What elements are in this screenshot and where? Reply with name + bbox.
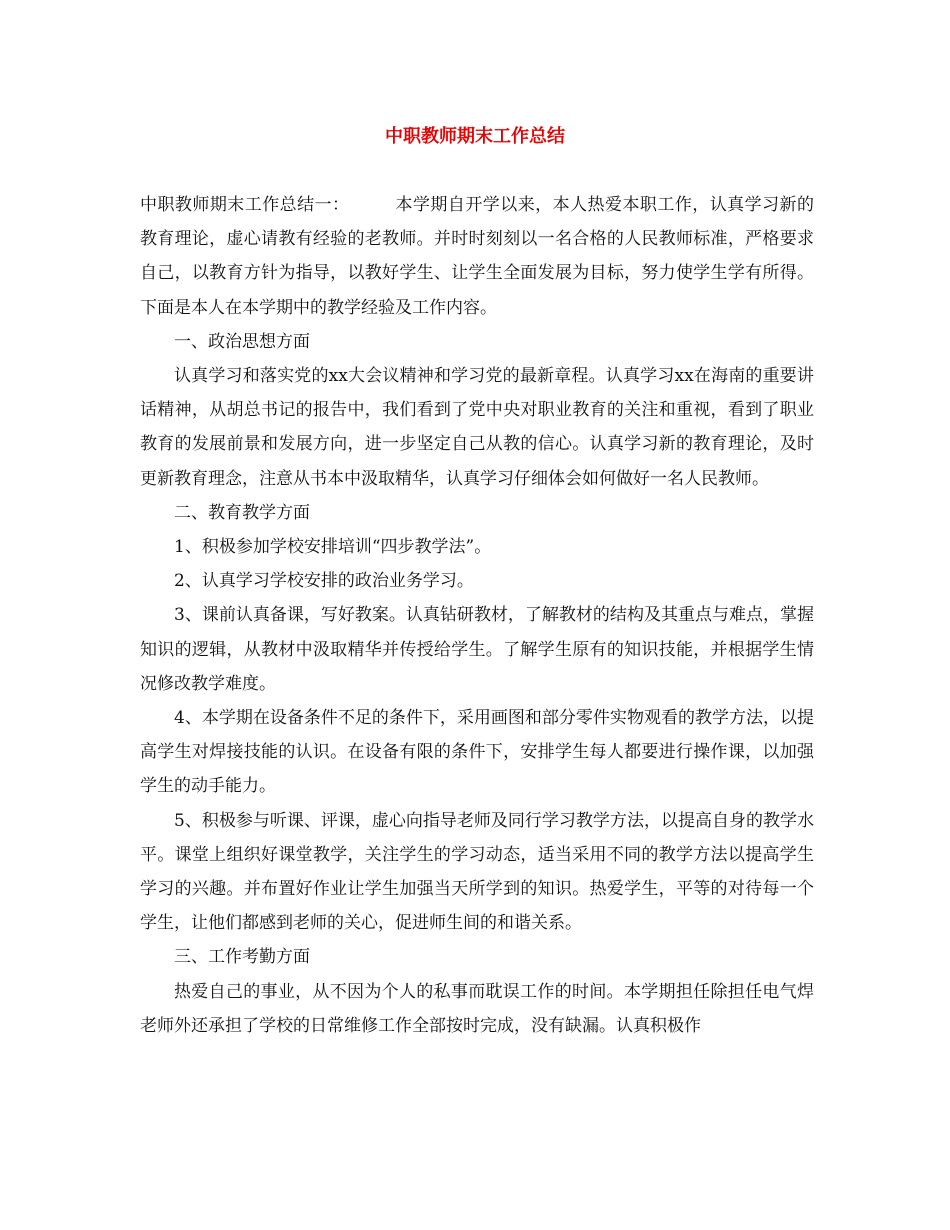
- section-heading-attendance: 三、工作考勤方面: [174, 947, 310, 968]
- section-heading-teaching: 二、教育教学方面: [174, 502, 310, 523]
- list-item: 5、积极参与听课、评课，虚心向指导老师及同行学习教学方法，以提高自身的教学水平。课堂上组织好课堂教学，关注学生的学习动态，适当采用不同的教学方法以提高学生学习的兴趣。并布置好作业让学生加强当天所学到的知识。热爱学生，平等的对待每一个学生，让他们都感到老师的关心，促进师生间的和谐关系。: [140, 810, 814, 934]
- intro-text: 本学期自开学以来，本人热爱本职工作，认真学习新的教育理论，虚心请教有经验的老教师。并时时刻刻以一名合格的人民教师标准，严格要求自己，以教育方针为指导，以教好学生、让学生全面发展为目标，努力使学生学有所得。下面是本人在本学期中的教学经验及工作内容。: [140, 195, 815, 318]
- document-title: 中职教师期末工作总结: [385, 126, 565, 147]
- body-paragraph: 认真学习和落实党的xx大会议精神和学习党的最新章程。认真学习xx在海南的重要讲话精神，从胡总书记的报告中，我们看到了党中央对职业教育的关注和重视，看到了职业教育的发展前景和发展方向，进一步坚定自己从教的信心。认真学习新的教育理论，及时更新教育理念，注意从书本中汲取精华，认真学习仔细体会如何做好一名人民教师。: [140, 366, 814, 489]
- body-paragraph: 热爱自己的事业，从不因为个人的私事而耽误工作的时间。本学期担任除担任电气焊老师外还承担了学校的日常维修工作全部按时完成，没有缺漏。认真积极作: [140, 981, 814, 1036]
- list-item: 4、本学期在设备条件不足的条件下，采用画图和部分零件实物观看的教学方法，以提高学生对焊接技能的认识。在设备有限的条件下，安排学生每人都要进行操作课，以加强学生的动手能力。: [140, 708, 814, 797]
- list-item: 1、积极参加学校安排培训“四步教学法”。: [174, 537, 492, 558]
- list-item: 3、课前认真备课，写好教案。认真钻研教材，了解教材的结构及其重点与难点，掌握知识的逻辑，从教材中汲取精华并传授给学生。了解学生原有的知识技能，并根据学生情况修改教学难度。: [140, 605, 814, 694]
- intro-paragraph: [140, 188, 814, 325]
- section-heading-politics: 一、政治思想方面: [174, 331, 310, 352]
- document-body: [140, 188, 814, 1043]
- list-item: 2、认真学习学校安排的政治业务学习。: [174, 571, 474, 592]
- intro-label: 中职教师期末工作总结一：: [140, 195, 350, 215]
